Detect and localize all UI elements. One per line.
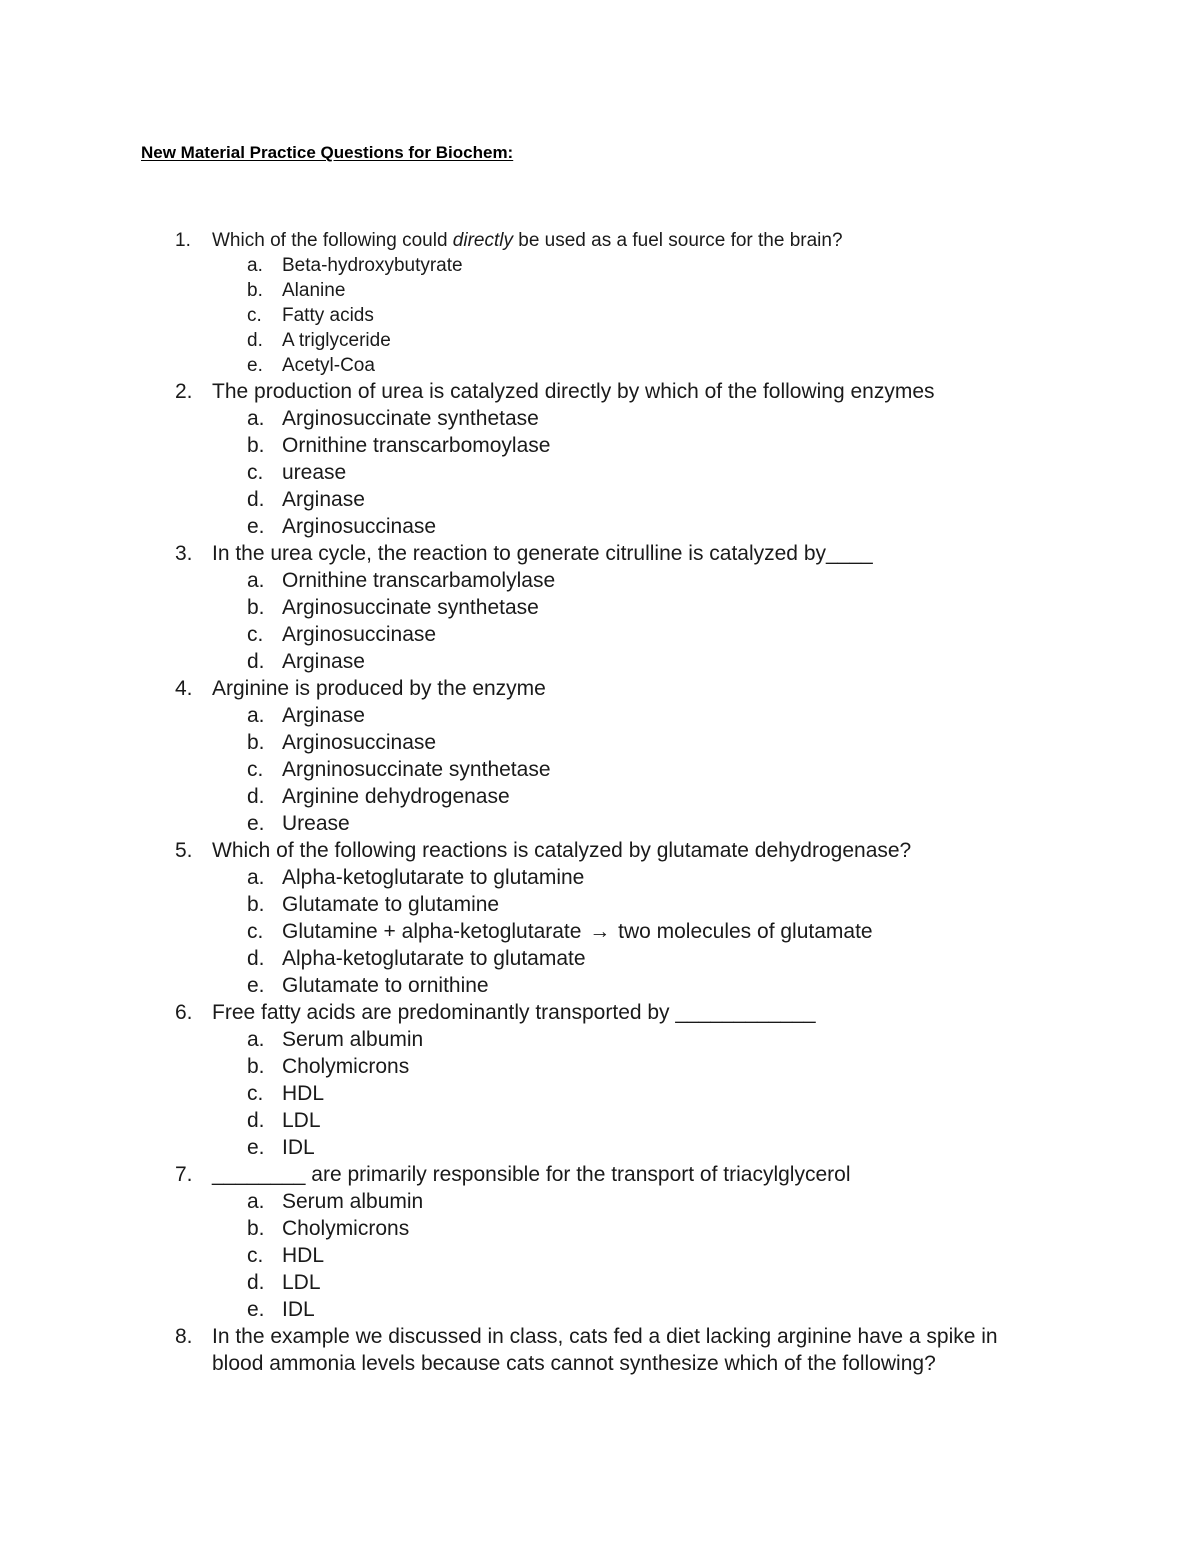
question-number: 4. bbox=[175, 677, 193, 700]
answer-option bbox=[0, 486, 1200, 513]
option-text: Arginosuccinate synthetase bbox=[282, 596, 539, 619]
option-text: Cholymicrons bbox=[282, 1055, 410, 1078]
question-text: In the example we discussed in class, cats fed a diet lacking arginine have a spike in blood ammonia levels because cats cannot synthesize which of the following? bbox=[212, 1325, 998, 1375]
option-letter: b. bbox=[247, 731, 265, 754]
option-text-part: Glutamine + alpha-ketoglutarate bbox=[282, 920, 582, 943]
answer-option bbox=[0, 810, 1200, 837]
option-letter: e. bbox=[247, 812, 265, 835]
question-8 bbox=[0, 1323, 1200, 1377]
question-text: Arginine is produced by the enzyme bbox=[212, 677, 546, 700]
answer-option bbox=[0, 1026, 1200, 1053]
answer-option bbox=[0, 567, 1200, 594]
question-1 bbox=[0, 228, 1200, 378]
answer-option bbox=[0, 891, 1200, 918]
option-text: Arginase bbox=[282, 650, 365, 673]
option-letter: d. bbox=[247, 785, 265, 808]
question-1-stem bbox=[0, 228, 1200, 253]
option-letter: e. bbox=[247, 355, 263, 376]
option-letter: a. bbox=[247, 569, 265, 592]
option-text: HDL bbox=[282, 1244, 325, 1267]
question-2 bbox=[0, 378, 1200, 540]
option-letter: e. bbox=[247, 1298, 265, 1321]
option-text: Serum albumin bbox=[282, 1190, 424, 1213]
option-letter: d. bbox=[247, 488, 265, 511]
question-number: 3. bbox=[175, 542, 193, 565]
answer-option bbox=[0, 1215, 1200, 1242]
answer-option bbox=[0, 459, 1200, 486]
answer-option bbox=[0, 783, 1200, 810]
answer-option bbox=[0, 1188, 1200, 1215]
option-text: Ornithine transcarbomoylase bbox=[282, 434, 551, 457]
option-text: Urease bbox=[282, 812, 350, 835]
answer-option bbox=[0, 945, 1200, 972]
option-text: Arginine dehydrogenase bbox=[282, 785, 510, 808]
option-text: Serum albumin bbox=[282, 1028, 424, 1051]
question-5-stem bbox=[0, 837, 1200, 864]
option-letter: b. bbox=[247, 280, 263, 301]
question-text: The production of urea is catalyzed directly by which of the following enzymes bbox=[212, 380, 935, 403]
answer-option bbox=[0, 353, 1200, 378]
answer-option bbox=[0, 864, 1200, 891]
option-letter: b. bbox=[247, 434, 265, 457]
option-letter: e. bbox=[247, 515, 265, 538]
option-text: Glutamate to ornithine bbox=[282, 974, 489, 997]
question-number: 6. bbox=[175, 1001, 193, 1024]
option-letter: d. bbox=[247, 330, 263, 351]
option-text: A triglyceride bbox=[282, 330, 391, 351]
question-4 bbox=[0, 675, 1200, 837]
option-letter: e. bbox=[247, 1136, 265, 1159]
option-letter: c. bbox=[247, 920, 264, 943]
answer-option bbox=[0, 594, 1200, 621]
option-letter: d. bbox=[247, 650, 265, 673]
option-text: Acetyl-Coa bbox=[282, 355, 375, 376]
option-text: Ornithine transcarbamolylase bbox=[282, 569, 556, 592]
option-text: LDL bbox=[282, 1271, 321, 1294]
option-text: Glutamate to glutamine bbox=[282, 893, 500, 916]
question-8-stem bbox=[0, 1323, 1200, 1377]
answer-option bbox=[0, 405, 1200, 432]
question-text: Which of the following reactions is catalyzed by glutamate dehydrogenase? bbox=[212, 839, 912, 862]
option-letter: b. bbox=[247, 596, 265, 619]
question-emphasis: directly bbox=[452, 230, 513, 251]
question-text-part: be used as a fuel source for the brain? bbox=[512, 230, 843, 251]
option-letter: c. bbox=[247, 461, 264, 484]
option-letter: c. bbox=[247, 623, 264, 646]
answer-option bbox=[0, 621, 1200, 648]
option-text-part: two molecules of glutamate bbox=[618, 920, 873, 943]
answer-option bbox=[0, 1269, 1200, 1296]
option-text bbox=[282, 918, 873, 945]
option-text: Alpha-ketoglutarate to glutamate bbox=[282, 947, 586, 970]
option-letter: c. bbox=[247, 305, 262, 326]
option-text: Arginase bbox=[282, 488, 365, 511]
question-7 bbox=[0, 1161, 1200, 1323]
answer-option bbox=[0, 513, 1200, 540]
question-text: Free fatty acids are predominantly transported by ____________ bbox=[212, 1001, 816, 1024]
question-number: 1. bbox=[175, 230, 191, 251]
question-4-stem bbox=[0, 675, 1200, 702]
option-text: IDL bbox=[282, 1136, 315, 1159]
answer-option bbox=[0, 1053, 1200, 1080]
question-number: 2. bbox=[175, 380, 193, 403]
answer-option bbox=[0, 972, 1200, 999]
answer-option bbox=[0, 253, 1200, 278]
question-number: 7. bbox=[175, 1163, 193, 1186]
option-text: Argninosuccinate synthetase bbox=[282, 758, 551, 781]
question-text bbox=[212, 228, 843, 253]
option-text: Arginosuccinase bbox=[282, 515, 437, 538]
option-letter: c. bbox=[247, 1082, 264, 1105]
question-6 bbox=[0, 999, 1200, 1161]
arrow-right-icon: → bbox=[589, 920, 611, 943]
option-text: LDL bbox=[282, 1109, 321, 1132]
option-text: Arginase bbox=[282, 704, 365, 727]
option-letter: b. bbox=[247, 893, 265, 916]
question-number: 8. bbox=[175, 1325, 193, 1348]
document-title: New Material Practice Questions for Biochem: bbox=[141, 143, 514, 162]
option-letter: b. bbox=[247, 1055, 265, 1078]
option-letter: d. bbox=[247, 947, 265, 970]
option-text: Arginosuccinase bbox=[282, 623, 437, 646]
answer-option bbox=[0, 303, 1200, 328]
option-letter: d. bbox=[247, 1271, 265, 1294]
option-text: Arginosuccinate synthetase bbox=[282, 407, 539, 430]
question-2-stem bbox=[0, 378, 1200, 405]
option-letter: a. bbox=[247, 407, 265, 430]
option-letter: a. bbox=[247, 704, 265, 727]
option-letter: a. bbox=[247, 866, 265, 889]
option-letter: b. bbox=[247, 1217, 265, 1240]
answer-option bbox=[0, 729, 1200, 756]
option-letter: e. bbox=[247, 974, 265, 997]
answer-option bbox=[0, 432, 1200, 459]
option-text: Beta-hydroxybutyrate bbox=[282, 255, 463, 276]
question-text-part: Which of the following could bbox=[212, 230, 453, 251]
question-7-stem bbox=[0, 1161, 1200, 1188]
option-letter: d. bbox=[247, 1109, 265, 1132]
answer-option bbox=[0, 328, 1200, 353]
option-text: Cholymicrons bbox=[282, 1217, 410, 1240]
answer-option bbox=[0, 1080, 1200, 1107]
option-letter: a. bbox=[247, 1190, 265, 1213]
option-letter: a. bbox=[247, 1028, 265, 1051]
option-text: Alanine bbox=[282, 280, 346, 301]
option-letter: c. bbox=[247, 758, 264, 781]
answer-option bbox=[0, 1242, 1200, 1269]
answer-option bbox=[0, 1107, 1200, 1134]
question-number: 5. bbox=[175, 839, 193, 862]
answer-option bbox=[0, 1134, 1200, 1161]
answer-option bbox=[0, 278, 1200, 303]
answer-option bbox=[0, 918, 1200, 945]
option-text: Fatty acids bbox=[282, 305, 374, 326]
option-text: Arginosuccinase bbox=[282, 731, 437, 754]
answer-option bbox=[0, 756, 1200, 783]
option-letter: a. bbox=[247, 255, 263, 276]
answer-option bbox=[0, 1296, 1200, 1323]
question-3 bbox=[0, 540, 1200, 675]
option-text: urease bbox=[282, 461, 347, 484]
answer-option bbox=[0, 648, 1200, 675]
option-letter: c. bbox=[247, 1244, 264, 1267]
question-6-stem bbox=[0, 999, 1200, 1026]
answer-option bbox=[0, 702, 1200, 729]
option-text: HDL bbox=[282, 1082, 325, 1105]
question-text: ________ are primarily responsible for the transport of triacylglycerol bbox=[212, 1163, 851, 1186]
option-text: IDL bbox=[282, 1298, 315, 1321]
question-3-stem bbox=[0, 540, 1200, 567]
question-5 bbox=[0, 837, 1200, 999]
option-text: Alpha-ketoglutarate to glutamine bbox=[282, 866, 585, 889]
question-list bbox=[0, 228, 1200, 1377]
question-text: In the urea cycle, the reaction to generate citrulline is catalyzed by____ bbox=[212, 542, 873, 565]
